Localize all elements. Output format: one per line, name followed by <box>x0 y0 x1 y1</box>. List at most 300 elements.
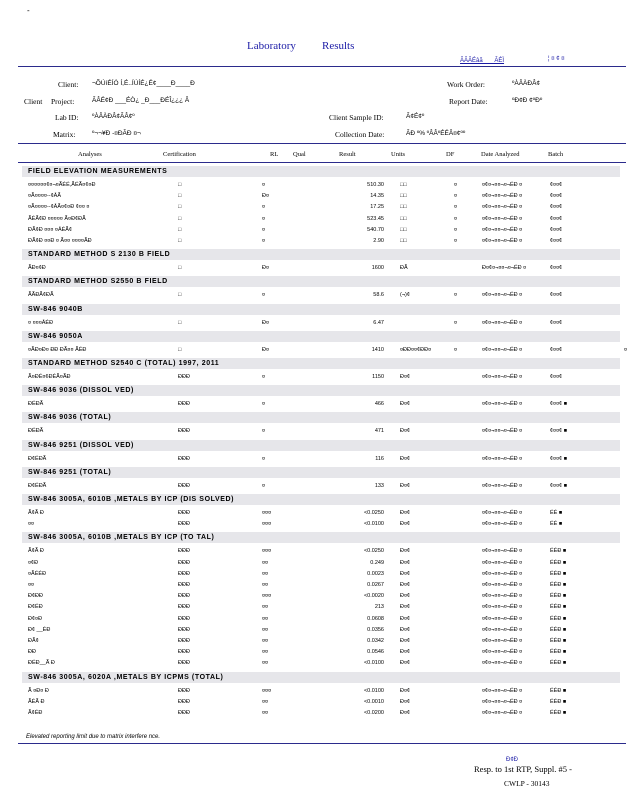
date-analyzed-cell: ¤¢¤¬¤¤¬¤¬ÉÐ ¤ <box>482 482 523 489</box>
section-header: STANDARD METHOD S2540 C (TOTAL) 1997, 2011 <box>22 358 620 369</box>
date-analyzed-cell: ¤¢¤¬¤¤¬¤¬ÉÐ ¤ <box>482 660 523 667</box>
analyte-cell: ¤ÃÐ¤Ð¤ ÐÐ ÐÃ¤¤ ÃÉÐ <box>28 346 87 353</box>
certification-cell: ÐÐÐ <box>178 638 190 644</box>
table-row <box>22 372 620 382</box>
analyte-cell: ÐÃ¢ <box>28 638 39 644</box>
analyte-cell: ÐÐ <box>28 649 36 656</box>
table-row <box>22 263 620 273</box>
batch-cell: ¢¤¤¢ ■ <box>550 455 568 462</box>
certification-cell: ÐÐÐ <box>178 582 190 588</box>
table-row <box>22 647 620 657</box>
date-analyzed-cell: ¤¢¤¬¤¤¬¤¬ÉÐ ¤ <box>482 615 523 622</box>
section-header: SW-846 3005A, 6010B ,METALS BY ICP (DIS SOLVED) <box>22 494 620 505</box>
result-cell: <0.0250 <box>363 510 384 516</box>
df-cell: ¤ <box>454 193 458 200</box>
table-row <box>22 519 620 529</box>
units-cell: ¤ÐÐ¤¤¢ÐÐ¤ <box>400 346 432 353</box>
analyte-cell: ¤ÃÉÉÐ <box>28 570 47 577</box>
top-right-garbled: ÃÃÃÉâã ___ÃÉÏ <box>460 58 505 64</box>
table-row <box>22 481 620 491</box>
report-title-results: Results <box>322 40 355 52</box>
footnote: Elevated reporting limit due to matrix interfere nce. <box>26 734 161 740</box>
date-analyzed-cell: Ð¤¢¤¬¤¤¬¤¬ÉÐ ¤ <box>482 265 527 272</box>
section-header: SW-846 3005A, 6020A ,METALS BY ICPMS (TOTAL) <box>22 672 620 683</box>
date-analyzed-cell: ¤¢¤¬¤¤¬¤¬ÉÐ ¤ <box>482 570 523 577</box>
analyte-cell: ÃÉÃ Ð <box>28 698 45 705</box>
section-header: SW-846 9036 (DISSOL VED) <box>22 385 620 396</box>
certification-cell: ÐÐÐ <box>178 660 190 667</box>
date-analyzed-cell: ¤¢¤¬¤¤¬¤¬ÉÐ ¤ <box>482 510 523 516</box>
analyte-cell: Ð¢ÐÐ <box>28 593 43 600</box>
rl-cell: ¤ <box>262 182 266 188</box>
analyte-cell: Ð¢¤Ð <box>28 615 43 622</box>
batch-cell: ¢¤¤¢ <box>550 374 563 380</box>
certification-cell: ÐÐÐ <box>178 374 190 380</box>
certification-cell: ÐÐÐ <box>178 548 190 555</box>
col-batch: Batch <box>548 151 564 158</box>
table-row <box>22 569 620 579</box>
analyte-cell: ÃÉÃ¢Ð ¤¤¤¤¤ Ã¤Ð¢ÐÃ <box>28 215 86 222</box>
analyte-cell: ÐÉÐÃ <box>28 428 44 435</box>
batch-cell: ÉÉ ■ <box>550 521 563 528</box>
result-cell: <0.0250 <box>363 548 384 555</box>
certification-cell: □ <box>178 346 182 353</box>
batch-cell: ¢¤¤¢ ■ <box>550 482 568 489</box>
rl-cell: Ð¤ <box>262 265 270 272</box>
rl-cell: ¤¤ <box>262 604 269 611</box>
units-cell: Ð¤¢ <box>400 582 411 588</box>
units-cell: Ð¤¢ <box>400 401 411 408</box>
units-cell: □□ <box>400 226 407 233</box>
table-row <box>22 191 620 201</box>
section-header: SW-846 9251 (DISSOL VED) <box>22 440 620 451</box>
analyte-cell: Ã¢ÉÐ <box>28 710 43 716</box>
analyte-cell: ÐÉÐÃ <box>28 401 44 408</box>
units-cell: Ð¤¢ <box>400 687 411 694</box>
batch-cell: ¢¤¤¢ <box>550 204 563 211</box>
certification-cell: □ <box>178 319 182 326</box>
col-analyses: Analyses <box>78 151 102 158</box>
table-row <box>22 658 620 668</box>
table-row <box>22 708 620 718</box>
analyte-cell: ÃÐ¤¢Ð <box>28 265 46 272</box>
rl-cell: ¤ <box>262 292 266 299</box>
client-sample-id-label: Client Sample ID: <box>329 113 384 122</box>
df-cell: ¤ <box>454 226 458 233</box>
result-cell: 471 <box>374 428 384 435</box>
df-cell: ¤ <box>454 346 458 353</box>
rule-columns <box>18 162 626 163</box>
table-row <box>22 580 620 590</box>
analyte-cell: ¤¤ <box>28 521 35 528</box>
result-cell: 213 <box>374 604 384 611</box>
date-analyzed-cell: ¤¢¤¬¤¤¬¤¬ÉÐ ¤ <box>482 710 523 716</box>
units-cell: Ð¤¢ <box>400 548 411 555</box>
col-result: Result <box>339 151 356 158</box>
batch-cell: ÉÉÐ ■ <box>550 687 567 694</box>
certification-cell: ÐÐÐ <box>178 521 190 528</box>
batch-cell: ÉÉÐ ■ <box>550 548 567 555</box>
date-analyzed-cell: ¤¢¤¬¤¤¬¤¬ÉÐ ¤ <box>482 626 523 633</box>
table-row <box>22 214 620 224</box>
batch-cell: ÉÉÐ ■ <box>550 638 567 644</box>
result-cell: 0.0608 <box>367 615 384 622</box>
footer-stamp: Ð¢Ð <box>506 757 519 763</box>
result-cell: 116 <box>375 455 384 462</box>
result-cell: 540.70 <box>367 226 384 233</box>
result-cell: 1150 <box>372 374 384 380</box>
rl-cell: ¤¤¤ <box>262 687 272 694</box>
rl-cell: ¤ <box>262 428 266 435</box>
project-prefix: Client <box>24 97 43 106</box>
date-analyzed-cell: ¤¢¤¬¤¤¬¤¬ÉÐ ¤ <box>482 582 523 588</box>
table-row <box>22 614 620 624</box>
work-order-value: ºÀÂÀÐÂ¢ <box>512 80 541 87</box>
rl-cell: ¤ <box>262 455 266 462</box>
certification-cell: ÐÐÐ <box>178 698 190 705</box>
batch-cell: ¢¤¤¢ <box>550 193 563 200</box>
analyte-cell: Ã¢Ã Ð <box>28 510 44 516</box>
result-cell: 0.0356 <box>367 626 384 633</box>
result-cell: 523.45 <box>367 215 384 222</box>
analyte-cell: Ð¢ÉÐÃ <box>28 482 47 489</box>
date-analyzed-cell: ¤¢¤¬¤¤¬¤¬ÉÐ ¤ <box>482 698 523 705</box>
result-cell: <0.0020 <box>363 593 384 600</box>
col-certification: Certification <box>163 151 196 158</box>
batch-cell: ¢¤¤¢ <box>550 226 563 233</box>
certification-cell: ÐÐÐ <box>178 593 190 600</box>
analyte-cell: ¤Ã¤¤¤¤--¢ÂÃ¤¢¤Ð ¢¤¤ ¤ <box>28 204 90 211</box>
section-header: SW-846 9036 (TOTAL) <box>22 412 620 423</box>
section-header: FIELD ELEVATION MEASUREMENTS <box>22 166 620 177</box>
certification-cell: ÐÐÐ <box>178 626 190 633</box>
analyte-cell: ¤¢Ð <box>28 559 39 566</box>
units-cell: Ð¤¢ <box>400 649 411 656</box>
rl-cell: ¤ <box>262 401 266 408</box>
rule-header <box>18 143 626 144</box>
rl-cell: ¤ <box>262 215 266 222</box>
rl-cell: ¤¤ <box>262 638 269 644</box>
units-cell: Ð¤¢ <box>400 615 411 622</box>
analyte-cell: ¤Ã¤¤¤¤--¢ÂÃ <box>28 193 62 200</box>
certification-cell: ÐÐÐ <box>178 455 190 462</box>
batch-cell: ¢¤¤¢ <box>550 292 563 299</box>
section-header: STANDARD METHOD S2550 B FIELD <box>22 276 620 287</box>
table-row <box>22 345 627 355</box>
matrix-label: Matrix: <box>53 130 76 139</box>
date-analyzed-cell: ¤¢¤¬¤¤¬¤¬ÉÐ ¤ <box>482 604 523 611</box>
table-row <box>22 236 620 246</box>
batch-cell: ¢¤¤¢ <box>550 215 563 222</box>
units-cell: Ð¤¢ <box>400 698 411 705</box>
report-date-value: ºÐ¢Ð ¢ºÐº <box>512 97 543 104</box>
result-cell: 2.90 <box>373 238 384 244</box>
result-cell: 1410 <box>371 346 384 353</box>
date-analyzed-cell: ¤¢¤¬¤¤¬¤¬ÉÐ ¤ <box>482 687 523 694</box>
batch-cell: ÉÉ ■ <box>550 510 563 516</box>
batch-cell: ¢¤¤¢ <box>550 319 563 326</box>
client-value: ¬ÕÚíÉÍÓ Í,É..ÍÚÍÉ¿É¢____Ð____Ð <box>92 80 195 87</box>
analyte-cell: Ã¢Ã Ð <box>28 548 44 555</box>
batch-cell: ÉÉÐ ■ <box>550 660 567 667</box>
batch-cell: ¢¤¤¢ <box>550 238 563 244</box>
table-row <box>22 686 620 696</box>
result-cell: 17.25 <box>370 204 384 211</box>
certification-cell: □ <box>178 182 182 188</box>
certification-cell: □ <box>178 215 182 222</box>
batch-cell: ¢¤¤¢ ■ <box>550 401 568 408</box>
table-row <box>22 636 620 646</box>
analyte-cell: ¤¤¤¤¤¤¢¤¬¤ÃÉÉ,ÃÉÃ¤¢¤Ð <box>28 182 96 188</box>
certification-cell: ÐÐÐ <box>178 710 190 716</box>
table-row <box>22 180 620 190</box>
top-right-small: ¦ ¤ ¢ ¤ <box>548 56 565 62</box>
table-row <box>22 546 620 556</box>
analyte-cell: Ð¢ÉÐ <box>28 604 43 611</box>
batch-cell: ¢¤¤¢ <box>550 182 563 188</box>
certification-cell: ÐÐÐ <box>178 428 190 435</box>
batch-cell: ÉÉÐ ■ <box>550 593 567 600</box>
units-cell: Ð¤¢ <box>400 604 411 611</box>
units-cell: Ð¤¢ <box>400 428 411 435</box>
rl-cell: ¤¤ <box>262 582 269 588</box>
date-analyzed-cell: ¤¢¤¬¤¤¬¤¬ÉÐ ¤ <box>482 649 523 656</box>
footer-code: CWLP - 30143 <box>504 779 550 788</box>
certification-cell: □ <box>178 238 182 244</box>
units-cell: Ð¤¢ <box>400 559 411 566</box>
batch-cell: ÉÉÐ ■ <box>550 559 567 566</box>
date-analyzed-cell: ¤¢¤¬¤¤¬¤¬ÉÐ ¤ <box>482 374 523 380</box>
units-cell: Ð¤¢ <box>400 570 411 577</box>
batch-cell: ÉÉÐ ■ <box>550 649 567 656</box>
result-cell: 14.35 <box>370 193 384 200</box>
units-cell: Ð¤¢ <box>400 660 411 667</box>
df-cell: ¤ <box>454 319 458 326</box>
rl-cell: ¤¤ <box>262 698 269 705</box>
col-date-analyzed: Date Analyzed <box>481 151 520 158</box>
units-cell: □□ <box>400 238 407 244</box>
col-df: DF <box>446 151 455 158</box>
result-cell: 0.0023 <box>367 570 384 577</box>
df-cell: ¤ <box>454 182 458 188</box>
rl-cell: Ð¤ <box>262 319 270 326</box>
certification-cell: ÐÐÐ <box>178 649 190 656</box>
result-cell: 1600 <box>371 265 384 272</box>
certification-cell: □ <box>178 226 182 233</box>
rl-cell: ¤¤ <box>262 626 269 633</box>
rl-cell: ¤¤ <box>262 570 269 577</box>
units-cell: Ð¤¢ <box>400 374 411 380</box>
date-analyzed-cell: ¤¢¤¬¤¤¬¤¬ÉÐ ¤ <box>482 319 523 326</box>
date-analyzed-cell: ¤¢¤¬¤¤¬¤¬ÉÐ ¤ <box>482 292 523 299</box>
units-cell: ÐÃ <box>400 265 408 272</box>
batch-cell: ¢¤¤¢ <box>550 265 563 272</box>
date-analyzed-cell: ¤¢¤¬¤¤¬¤¬ÉÐ ¤ <box>482 521 523 528</box>
batch-cell: ¢¤¤¢ ■ <box>550 428 568 435</box>
col-rl: RL <box>270 151 279 158</box>
batch-cell: ÉÉÐ ■ <box>550 570 567 577</box>
units-cell: Ð¤¢ <box>400 482 411 489</box>
report-title-laboratory: Laboratory <box>247 40 296 52</box>
table-row <box>22 318 620 328</box>
analyte-cell: ÃÃÐÃ¢ÐÃ <box>28 292 54 299</box>
result-cell: 0.0342 <box>367 638 384 644</box>
units-cell: Ð¤¢ <box>400 626 411 633</box>
result-cell: 0.0267 <box>367 582 384 588</box>
result-cell: <0.0100 <box>363 521 384 528</box>
project-value: ÃÂÉ¢Ð ___ÉÒ¿ _Ð___ÐÉÎ¿¿¿ Â <box>92 97 190 104</box>
table-row <box>22 591 620 601</box>
batch-cell: ÉÉÐ ■ <box>550 582 567 588</box>
certification-cell: ÐÐÐ <box>178 510 190 516</box>
certification-cell: □ <box>178 292 182 299</box>
date-analyzed-cell: ¤¢¤¬¤¤¬¤¬ÉÐ ¤ <box>482 226 523 233</box>
rule-bottom <box>18 743 626 744</box>
certification-cell: ÐÐÐ <box>178 401 190 408</box>
certification-cell: ÐÐÐ <box>178 687 190 694</box>
work-order-label: Work Order: <box>447 80 485 89</box>
units-cell: □□ <box>400 182 407 188</box>
units-cell: Ð¤¢ <box>400 710 411 716</box>
section-header: STANDARD METHOD S 2130 B FIELD <box>22 249 620 260</box>
result-cell: 0.0546 <box>367 649 384 656</box>
table-row <box>22 508 620 518</box>
result-cell: <0.0100 <box>363 687 384 694</box>
units-cell: Ð¤¢ <box>400 638 411 644</box>
table-row <box>22 625 620 635</box>
date-analyzed-cell: ¤¢¤¬¤¤¬¤¬ÉÐ ¤ <box>482 455 523 462</box>
df-cell: ¤ <box>454 238 458 244</box>
df-cell: ¤ <box>454 204 458 211</box>
lab-id-value: ºÀÂÀÐÂ¢ÃÂ¢º <box>92 113 135 120</box>
df-cell: ¤ <box>454 292 458 299</box>
table-row <box>22 454 620 464</box>
batch-cell: ÉÉÐ ■ <box>550 710 567 716</box>
rl-cell: Ð¤ <box>262 193 270 200</box>
result-cell: 133 <box>374 482 384 489</box>
rl-cell: ¤ <box>262 226 266 233</box>
rule-top <box>18 66 626 67</box>
units-cell: Ð¤¢ <box>400 455 411 462</box>
rl-cell: ¤ <box>262 238 266 244</box>
date-analyzed-cell: ¤¢¤¬¤¤¬¤¬ÉÐ ¤ <box>482 548 523 555</box>
rl-cell: ¤¤ <box>262 649 269 656</box>
units-cell: Ð¤¢ <box>400 521 411 528</box>
section-header: SW-846 9251 (TOTAL) <box>22 467 620 478</box>
rl-cell: ¤ <box>262 482 266 489</box>
client-sample-id-value: Ã¢É¢º <box>406 113 425 120</box>
certification-cell: □ <box>178 193 182 200</box>
analyte-cell: Ð¢ __ÉÐ <box>28 626 51 633</box>
result-cell: 58.6 <box>373 292 384 299</box>
result-cell: <0.0100 <box>363 660 384 667</box>
analyte-cell: Ã ¤Ð¤ Ð <box>28 687 49 694</box>
collection-date-value: ÃÐ º% ºÂÂºÉÉÂ¤¢ºº <box>406 130 466 137</box>
col-qual: Qual <box>293 151 306 158</box>
batch-cell: ÉÉÐ ■ <box>550 698 567 705</box>
table-row <box>22 697 620 707</box>
units-cell: □□ <box>400 204 407 211</box>
rl-cell: ¤¤¤ <box>262 548 272 555</box>
table-row <box>22 202 620 212</box>
batch-cell: ÉÉÐ ■ <box>550 626 567 633</box>
rl-cell: ¤¤¤ <box>262 510 272 516</box>
section-header: SW-846 9040B <box>22 304 620 315</box>
top-mark: - <box>27 6 30 15</box>
analyte-cell: Ã¤ÐÉ¤¢ÐÉÃ¤ÃÐ <box>28 374 71 380</box>
units-cell: Ð¤¢ <box>400 593 411 600</box>
rl-cell: ¤¤¤ <box>262 521 272 528</box>
lab-id-label: Lab ID: <box>55 113 79 122</box>
rl-cell: Ð¤ <box>262 346 270 353</box>
date-analyzed-cell: ¤¢¤¬¤¤¬¤¬ÉÐ ¤ <box>482 204 523 211</box>
footer-response: Resp. to 1st RTP, Suppl. #5 - <box>474 764 572 774</box>
rl-cell: ¤¤ <box>262 615 269 622</box>
certification-cell: □ <box>178 204 182 211</box>
units-cell: □□ <box>400 215 407 222</box>
col-units: Units <box>391 151 406 158</box>
result-cell: 510.30 <box>367 182 384 188</box>
batch-cell: ¢¤¤¢ <box>550 346 563 353</box>
date-analyzed-cell: ¤¢¤¬¤¤¬¤¬ÉÐ ¤ <box>482 182 523 188</box>
analyte-cell: ¤¤ <box>28 582 35 588</box>
table-row <box>22 602 620 612</box>
table-row <box>22 399 620 409</box>
rl-cell: ¤¤¤ <box>262 593 272 600</box>
result-cell: 0.249 <box>370 559 384 566</box>
analyte-cell: ÐÉÐ__Ã Ð <box>28 660 55 667</box>
table-row <box>22 225 620 235</box>
units-cell: □□ <box>400 193 407 200</box>
analyte-cell: ÐÃ¢Ð ¤¤¤ ¤ÂÉÃ¢ <box>28 226 73 233</box>
date-analyzed-cell: ¤¢¤¬¤¤¬¤¬ÉÐ ¤ <box>482 593 523 600</box>
date-analyzed-cell: ¤¢¤¬¤¤¬¤¬ÉÐ ¤ <box>482 559 523 566</box>
rl-cell: ¤¤ <box>262 660 269 667</box>
table-row <box>22 426 620 436</box>
result-cell: 466 <box>374 401 384 408</box>
date-analyzed-cell: ¤¢¤¬¤¤¬¤¬ÉÐ ¤ <box>482 238 523 244</box>
certification-cell: ÐÐÐ <box>178 570 190 577</box>
rl-cell: ¤ <box>262 204 266 211</box>
certification-cell: ÐÐÐ <box>178 482 190 489</box>
matrix-value: º¬¬¥Ð -¤ÐÃÐ ¤¬ <box>92 130 141 137</box>
report-date-label: Report Date: <box>449 97 488 106</box>
table-row <box>22 290 620 300</box>
batch-cell: ÉÉÐ ■ <box>550 615 567 622</box>
certification-cell: ÐÐÐ <box>178 615 190 622</box>
result-cell: <0.0010 <box>363 698 384 705</box>
batch-cell: ÉÉÐ ■ <box>550 604 567 611</box>
project-label: Project: <box>51 97 75 106</box>
result-cell: 6.47 <box>373 319 384 326</box>
client-label: Client: <box>58 80 79 89</box>
df-cell: ¤ <box>454 215 458 222</box>
analyte-cell: ÐÃ¢Ð ¤¤Ð ¤ Ã¤¤ ¤¤¤¤ÃÐ <box>28 238 92 244</box>
analyte-cell: ¤ ¤¤¤ÂÉÐ <box>28 319 54 326</box>
date-analyzed-cell: ¤¢¤¬¤¤¬¤¬ÉÐ ¤ <box>482 215 523 222</box>
units-cell: (¬)¢ <box>400 292 410 299</box>
rl-cell: ¤¤ <box>262 559 269 566</box>
section-header: SW-846 9050A <box>22 331 620 342</box>
rl-cell: ¤ <box>262 374 266 380</box>
date-analyzed-cell: ¤¢¤¬¤¤¬¤¬ÉÐ ¤ <box>482 638 523 644</box>
analyte-cell: Ð¢ÉÐÃ <box>28 455 47 462</box>
certification-cell: ÐÐÐ <box>178 604 190 611</box>
date-analyzed-cell: ¤¢¤¬¤¤¬¤¬ÉÐ ¤ <box>482 401 523 408</box>
units-cell: Ð¤¢ <box>400 510 411 516</box>
extra-cell: ¤ <box>624 346 627 353</box>
date-analyzed-cell: ¤¢¤¬¤¤¬¤¬ÉÐ ¤ <box>482 193 523 200</box>
